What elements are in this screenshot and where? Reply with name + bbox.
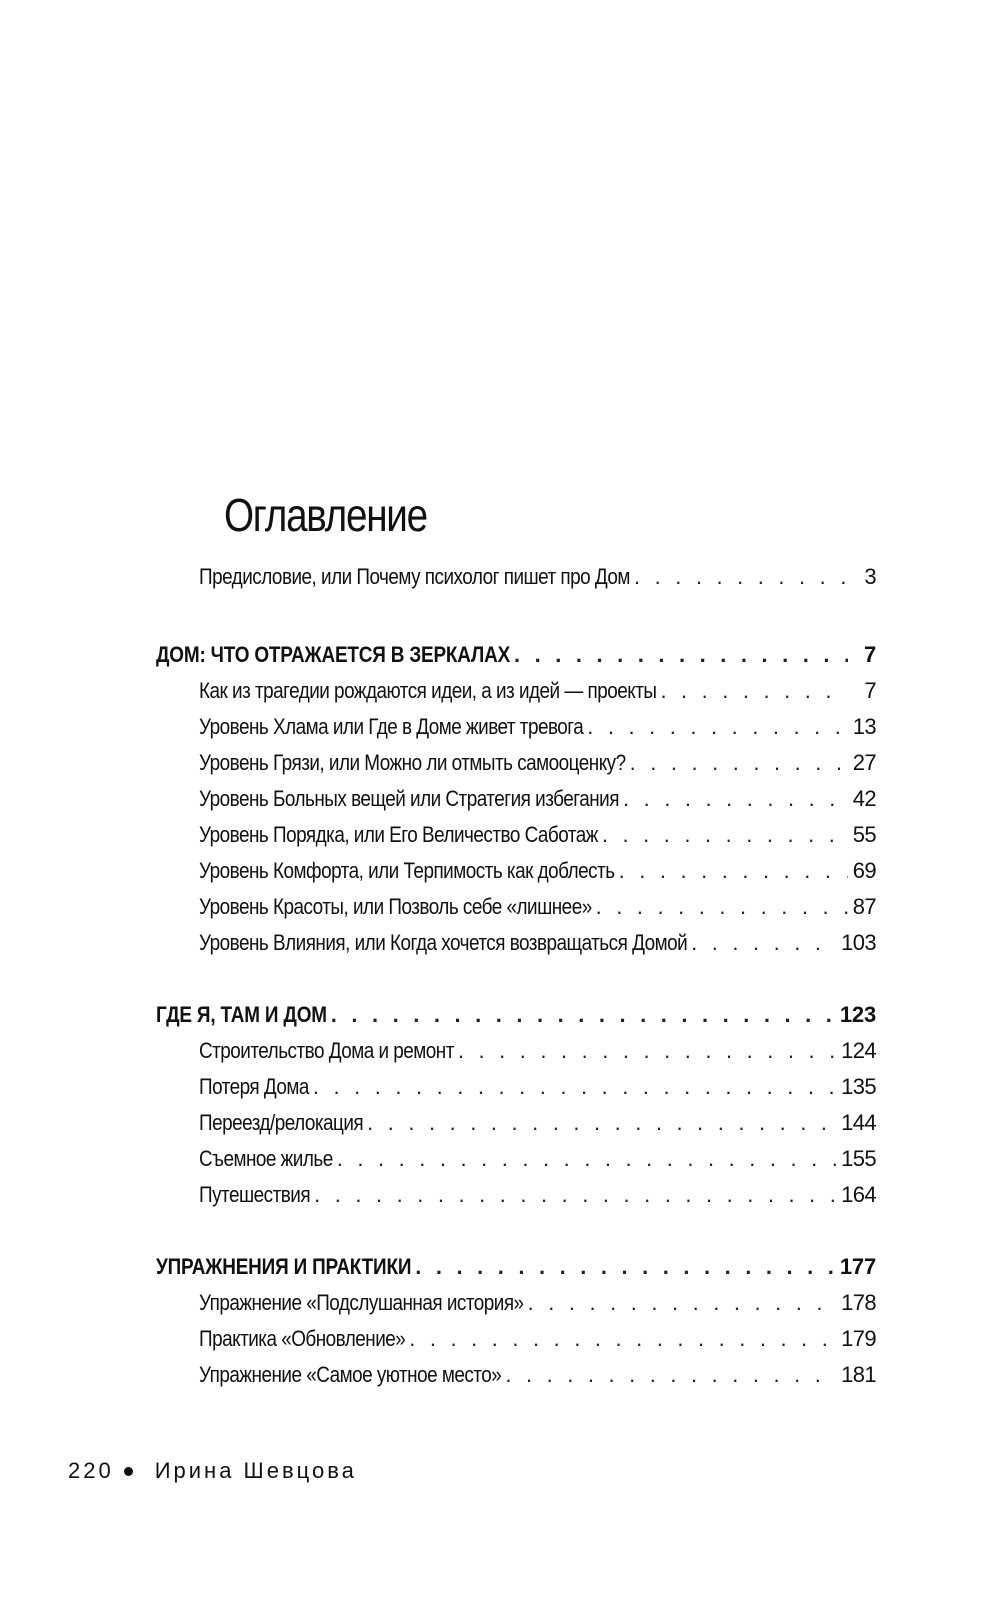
toc-entry xyxy=(199,1358,876,1392)
dot-leader xyxy=(313,1070,837,1104)
dot-leader xyxy=(596,890,848,924)
dot-leader xyxy=(458,1034,837,1068)
toc-section-entry xyxy=(156,638,876,672)
toc-entry xyxy=(199,1106,876,1140)
toc-entry-title: Уровень Грязи, или Можно ли отмыть самооценку? xyxy=(199,750,626,775)
toc-section-entry xyxy=(156,998,876,1032)
toc-entry-page-number: 181 xyxy=(841,1362,876,1387)
dot-leader xyxy=(691,926,837,960)
toc-entry-title: Потеря Дома xyxy=(199,1074,309,1099)
toc-entry-page-number: 3 xyxy=(864,564,876,589)
page-footer xyxy=(68,1454,357,1488)
dot-leader xyxy=(409,1322,837,1356)
toc-entry-page-number: 144 xyxy=(841,1110,876,1135)
toc-entry xyxy=(199,746,876,780)
toc-entry-page-number: 123 xyxy=(839,1002,876,1027)
toc-entry-page-number: 155 xyxy=(841,1146,876,1171)
dot-leader xyxy=(514,638,848,672)
dot-leader xyxy=(415,1250,836,1284)
dot-leader xyxy=(314,1178,837,1212)
toc-entry-page-number: 87 xyxy=(852,894,876,919)
toc-entry-title: ДОМ: ЧТО ОТРАЖАЕТСЯ В ЗЕРКАЛАХ xyxy=(156,642,511,667)
toc-entry-page-number: 124 xyxy=(841,1038,876,1063)
dot-leader xyxy=(623,782,848,816)
toc-section-entry xyxy=(156,1250,876,1284)
dot-leader xyxy=(660,674,848,708)
dot-leader xyxy=(528,1286,837,1320)
toc-entry-page-number: 13 xyxy=(852,714,876,739)
toc-entry-title: Уровень Красоты, или Позволь себе «лишнее» xyxy=(199,894,592,919)
toc-entry-page-number: 42 xyxy=(852,786,876,811)
toc-entry xyxy=(199,1070,876,1104)
dot-leader xyxy=(331,998,836,1032)
toc-entry-page-number: 135 xyxy=(841,1074,876,1099)
toc-entry-page-number: 179 xyxy=(841,1326,876,1351)
dot-leader xyxy=(367,1106,837,1140)
toc-entry-title: Как из трагедии рождаются идеи, а из идей — проекты xyxy=(199,678,657,703)
toc-entry-page-number: 7 xyxy=(863,642,876,667)
toc-entry-title: ГДЕ Я, ТАМ И ДОМ xyxy=(156,1002,327,1027)
toc-entry xyxy=(199,1286,876,1320)
toc-entry-page-number: 69 xyxy=(852,858,876,883)
dot-leader xyxy=(337,1142,837,1176)
toc-entry-title: УПРАЖНЕНИЯ И ПРАКТИКИ xyxy=(156,1254,412,1279)
toc-entry-title: Предисловие, или Почему психолог пишет про Дом xyxy=(199,564,630,589)
toc-entry-title: Упражнение «Подслушанная история» xyxy=(199,1290,524,1315)
toc-entry-page-number: 178 xyxy=(841,1290,876,1315)
dot-leader xyxy=(634,560,848,594)
footer-author: Ирина Шевцова xyxy=(154,1458,357,1483)
toc-entry-title: Уровень Влияния, или Когда хочется возвращаться Домой xyxy=(199,930,688,955)
toc-entry-title: Уровень Больных вещей или Стратегия избегания xyxy=(199,786,619,811)
toc-entry-title: Уровень Хлама или Где в Доме живет тревога xyxy=(199,714,584,739)
toc-entry-page-number: 103 xyxy=(841,930,876,955)
toc-entry-title: Практика «Обновление» xyxy=(199,1326,406,1351)
dot-leader xyxy=(619,854,848,888)
toc-entry-page-number: 27 xyxy=(852,750,876,775)
dot-leader xyxy=(505,1358,837,1392)
toc-entry-title: Строительство Дома и ремонт xyxy=(199,1038,454,1063)
toc-entry xyxy=(199,854,876,888)
toc-entry-title: Переезд/релокация xyxy=(199,1110,364,1135)
toc-entry xyxy=(199,1034,876,1068)
toc-entry xyxy=(199,1322,876,1356)
toc-entry-page-number: 55 xyxy=(852,822,876,847)
footer-page-number: 220 xyxy=(68,1458,114,1483)
toc-entry-title: Съемное жилье xyxy=(199,1146,333,1171)
toc-entry xyxy=(199,1142,876,1176)
toc-entry xyxy=(199,926,876,960)
toc-entry xyxy=(199,710,876,744)
toc-entry-title: Упражнение «Самое уютное место» xyxy=(199,1362,502,1387)
toc-entry xyxy=(199,818,876,852)
toc-entry-page-number: 164 xyxy=(841,1182,876,1207)
toc-entry xyxy=(199,782,876,816)
dot-leader xyxy=(602,818,848,852)
dot-leader xyxy=(630,746,848,780)
toc-entry-title: Путешествия xyxy=(199,1182,311,1207)
toc-entry-page-number: 177 xyxy=(839,1254,876,1279)
toc-entry-title: Уровень Комфорта, или Терпимость как доблесть xyxy=(199,858,615,883)
toc-entry-title: Уровень Порядка, или Его Величество Саботаж xyxy=(199,822,598,847)
toc-entry-page-number: 7 xyxy=(864,678,876,703)
toc-entry xyxy=(199,674,876,708)
toc-entry xyxy=(199,890,876,924)
toc-title: Оглавление xyxy=(224,489,427,541)
toc-entry xyxy=(199,560,876,594)
bullet-separator xyxy=(124,1467,133,1476)
dot-leader xyxy=(587,710,848,744)
toc-entry xyxy=(199,1178,876,1212)
